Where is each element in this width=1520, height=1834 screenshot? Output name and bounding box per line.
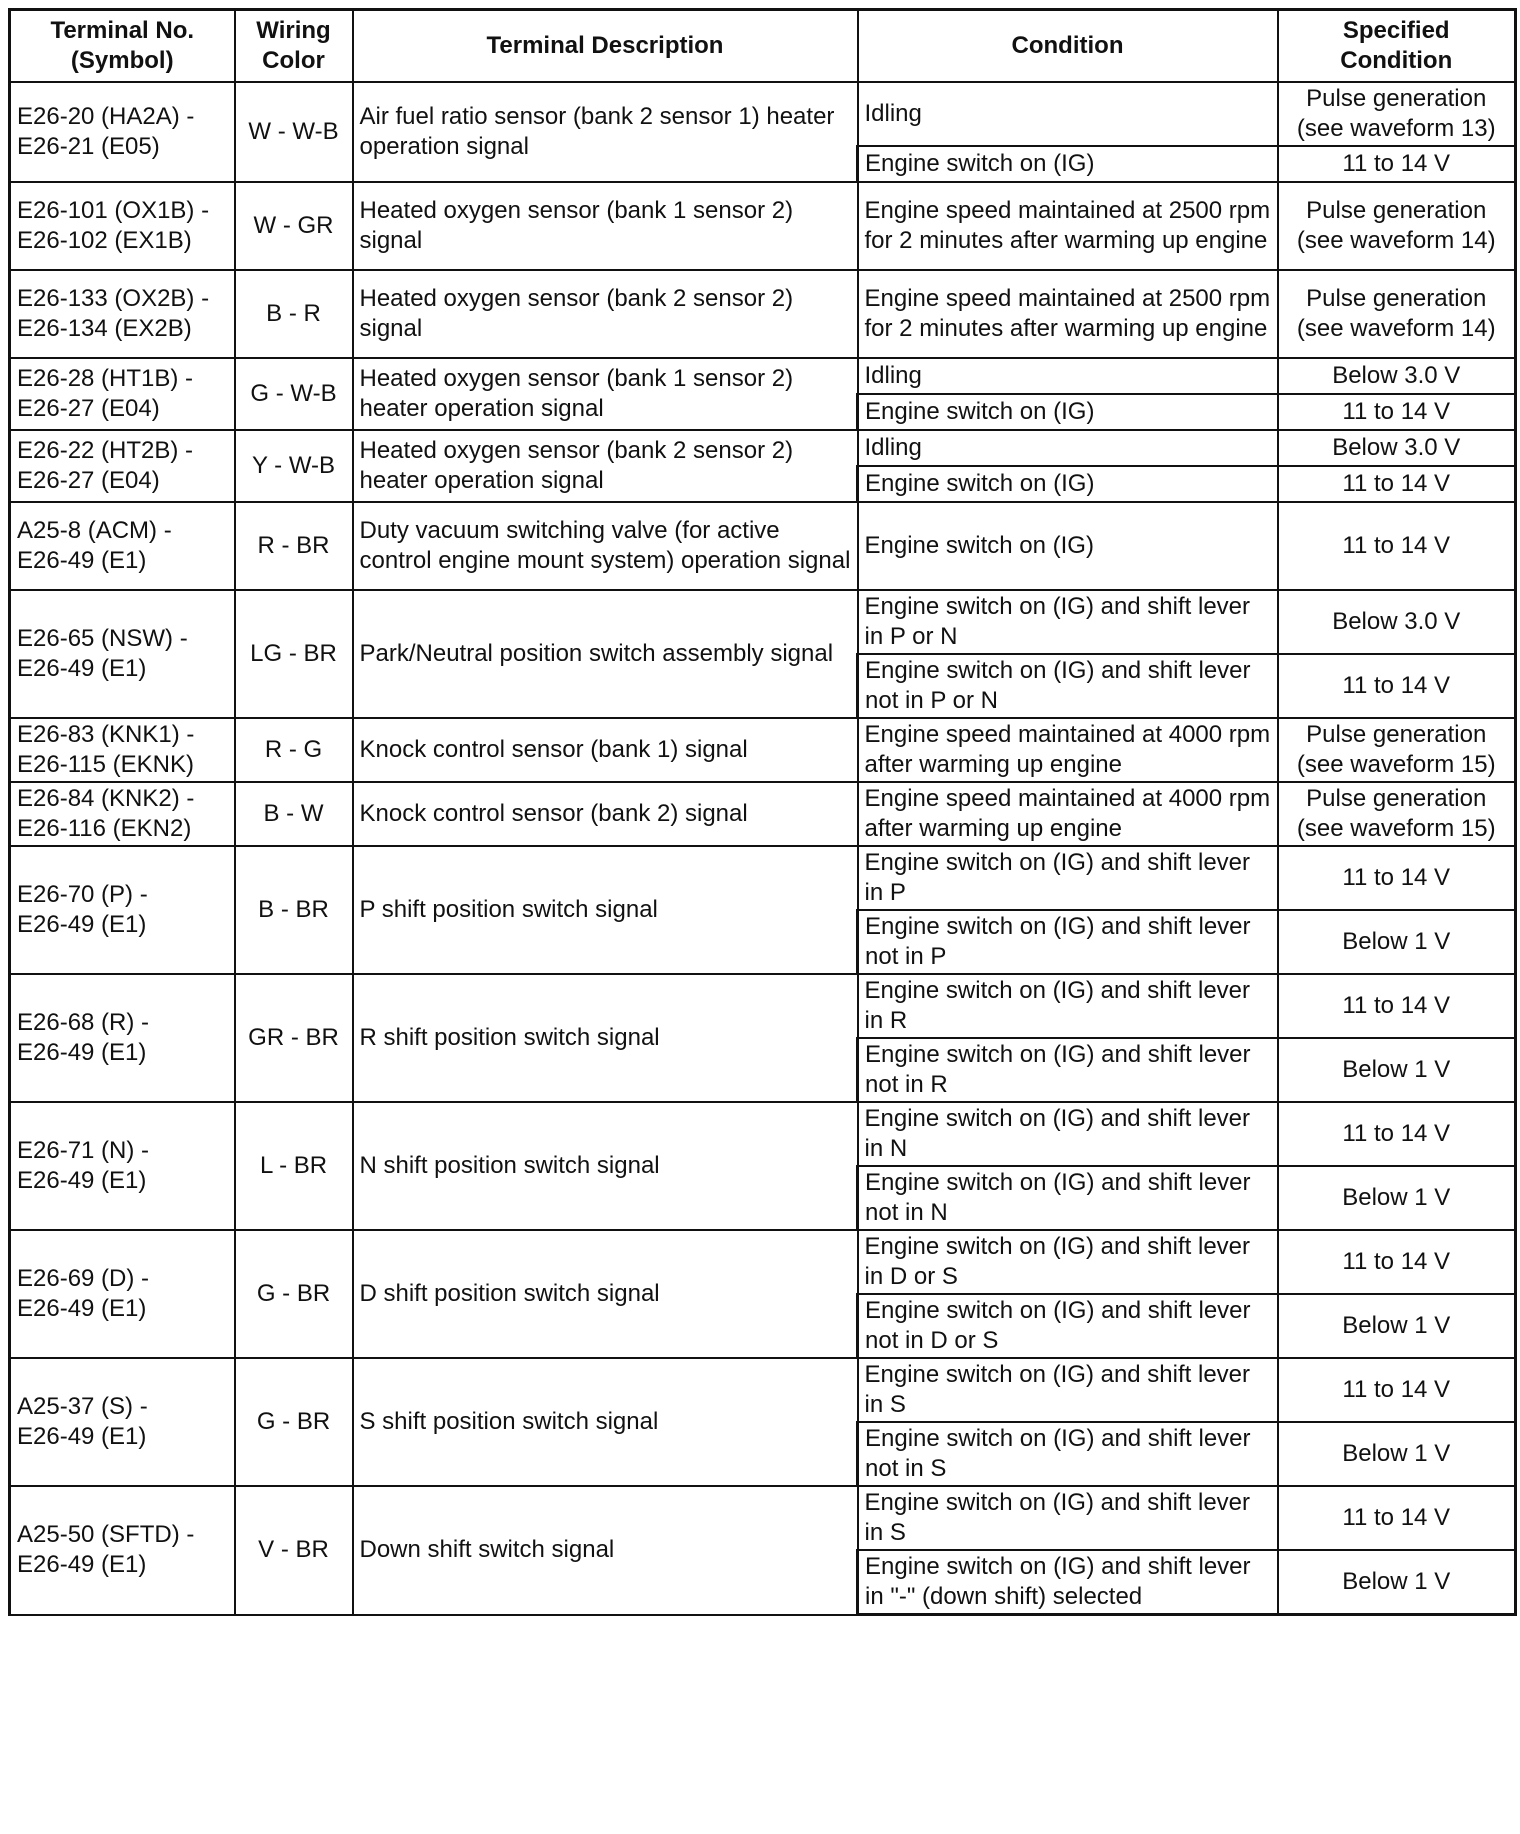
wiring-color-cell: G - BR	[235, 1230, 353, 1358]
terminal-description-cell: R shift position switch signal	[353, 974, 858, 1102]
condition-cell: Engine speed maintained at 4000 rpm after warming up engine	[858, 718, 1278, 782]
condition-cell: Engine speed maintained at 2500 rpm for 2 minutes after warming up engine	[858, 270, 1278, 358]
terminal-cell: E26-20 (HA2A) - E26-21 (E05)	[10, 82, 235, 182]
table-row	[10, 270, 1516, 358]
header-row	[10, 10, 1516, 83]
condition-cell: Engine switch on (IG) and shift lever in P or N	[858, 590, 1278, 654]
spec-table-container	[8, 8, 1517, 1616]
table-row	[10, 430, 1516, 466]
terminal-cell: A25-8 (ACM) - E26-49 (E1)	[10, 502, 235, 590]
specified-condition-cell: Below 3.0 V	[1278, 590, 1516, 654]
condition-cell: Engine switch on (IG) and shift lever not in N	[858, 1166, 1278, 1230]
condition-cell: Engine switch on (IG) and shift lever in P	[858, 846, 1278, 910]
terminal-description-cell: Park/Neutral position switch assembly signal	[353, 590, 858, 718]
specified-condition-cell: Below 1 V	[1278, 1422, 1516, 1486]
wiring-color-cell: R - G	[235, 718, 353, 782]
specified-condition-cell: 11 to 14 V	[1278, 1486, 1516, 1550]
specified-condition-cell: Pulse generation (see waveform 14)	[1278, 270, 1516, 358]
terminal-cell: E26-28 (HT1B) - E26-27 (E04)	[10, 358, 235, 430]
specified-condition-cell: Pulse generation (see waveform 13)	[1278, 82, 1516, 146]
specified-condition-cell: Below 1 V	[1278, 1038, 1516, 1102]
wiring-color-cell: G - W-B	[235, 358, 353, 430]
condition-cell: Idling	[858, 82, 1278, 146]
header-terminal-description: Terminal Description	[353, 10, 858, 83]
terminal-cell: A25-37 (S) - E26-49 (E1)	[10, 1358, 235, 1486]
terminal-cell: E26-70 (P) - E26-49 (E1)	[10, 846, 235, 974]
wiring-color-cell: B - BR	[235, 846, 353, 974]
table-row	[10, 1230, 1516, 1294]
condition-cell: Engine switch on (IG) and shift lever in S	[858, 1358, 1278, 1422]
wiring-color-cell: V - BR	[235, 1486, 353, 1615]
terminal-description-cell: Heated oxygen sensor (bank 2 sensor 2) heater operation signal	[353, 430, 858, 502]
specified-condition-cell: 11 to 14 V	[1278, 502, 1516, 590]
specified-condition-cell: 11 to 14 V	[1278, 846, 1516, 910]
wiring-color-cell: L - BR	[235, 1102, 353, 1230]
terminal-description-cell: Heated oxygen sensor (bank 1 sensor 2) signal	[353, 182, 858, 270]
condition-cell: Engine speed maintained at 4000 rpm after warming up engine	[858, 782, 1278, 846]
terminal-spec-table	[8, 8, 1517, 1616]
header-condition: Condition	[858, 10, 1278, 83]
specified-condition-cell: 11 to 14 V	[1278, 146, 1516, 182]
table-row	[10, 590, 1516, 654]
specified-condition-cell: Below 3.0 V	[1278, 358, 1516, 394]
wiring-color-cell: W - W-B	[235, 82, 353, 182]
wiring-color-cell: G - BR	[235, 1358, 353, 1486]
header-specified-condition: Specified Condition	[1278, 10, 1516, 83]
specified-condition-cell: Pulse generation (see waveform 15)	[1278, 782, 1516, 846]
terminal-description-cell: S shift position switch signal	[353, 1358, 858, 1486]
table-row	[10, 1358, 1516, 1422]
wiring-color-cell: Y - W-B	[235, 430, 353, 502]
condition-cell: Engine switch on (IG) and shift lever in "-" (down shift) selected	[858, 1550, 1278, 1615]
specified-condition-cell: Below 1 V	[1278, 1166, 1516, 1230]
condition-cell: Engine switch on (IG) and shift lever not in P	[858, 910, 1278, 974]
specified-condition-cell: Below 1 V	[1278, 1550, 1516, 1615]
terminal-cell: E26-69 (D) - E26-49 (E1)	[10, 1230, 235, 1358]
wiring-color-cell: R - BR	[235, 502, 353, 590]
condition-cell: Engine switch on (IG) and shift lever not in D or S	[858, 1294, 1278, 1358]
specified-condition-cell: Pulse generation (see waveform 14)	[1278, 182, 1516, 270]
condition-cell: Engine switch on (IG) and shift lever not in P or N	[858, 654, 1278, 718]
condition-cell: Engine speed maintained at 2500 rpm for 2 minutes after warming up engine	[858, 182, 1278, 270]
specified-condition-cell: 11 to 14 V	[1278, 466, 1516, 502]
table-row	[10, 1102, 1516, 1166]
terminal-cell: E26-83 (KNK1) - E26-115 (EKNK)	[10, 718, 235, 782]
specified-condition-cell: 11 to 14 V	[1278, 654, 1516, 718]
table-row	[10, 718, 1516, 782]
terminal-cell: E26-65 (NSW) - E26-49 (E1)	[10, 590, 235, 718]
specified-condition-cell: Pulse generation (see waveform 15)	[1278, 718, 1516, 782]
terminal-cell: E26-68 (R) - E26-49 (E1)	[10, 974, 235, 1102]
condition-cell: Engine switch on (IG) and shift lever in D or S	[858, 1230, 1278, 1294]
condition-cell: Engine switch on (IG)	[858, 466, 1278, 502]
wiring-color-cell: LG - BR	[235, 590, 353, 718]
table-row	[10, 782, 1516, 846]
header-wiring-color: Wiring Color	[235, 10, 353, 83]
specified-condition-cell: 11 to 14 V	[1278, 1358, 1516, 1422]
terminal-cell: A25-50 (SFTD) - E26-49 (E1)	[10, 1486, 235, 1615]
condition-cell: Engine switch on (IG) and shift lever in N	[858, 1102, 1278, 1166]
specified-condition-cell: 11 to 14 V	[1278, 1230, 1516, 1294]
condition-cell: Engine switch on (IG) and shift lever not in S	[858, 1422, 1278, 1486]
wiring-color-cell: GR - BR	[235, 974, 353, 1102]
specified-condition-cell: 11 to 14 V	[1278, 1102, 1516, 1166]
table-row	[10, 846, 1516, 910]
condition-cell: Engine switch on (IG) and shift lever in S	[858, 1486, 1278, 1550]
terminal-cell: E26-22 (HT2B) - E26-27 (E04)	[10, 430, 235, 502]
specified-condition-cell: Below 1 V	[1278, 910, 1516, 974]
terminal-cell: E26-101 (OX1B) - E26-102 (EX1B)	[10, 182, 235, 270]
condition-cell: Idling	[858, 358, 1278, 394]
table-row	[10, 82, 1516, 146]
condition-cell: Engine switch on (IG)	[858, 502, 1278, 590]
table-row	[10, 502, 1516, 590]
wiring-color-cell: B - W	[235, 782, 353, 846]
terminal-description-cell: Air fuel ratio sensor (bank 2 sensor 1) heater operation signal	[353, 82, 858, 182]
wiring-color-cell: B - R	[235, 270, 353, 358]
condition-cell: Engine switch on (IG) and shift lever in R	[858, 974, 1278, 1038]
terminal-description-cell: Heated oxygen sensor (bank 2 sensor 2) signal	[353, 270, 858, 358]
terminal-description-cell: P shift position switch signal	[353, 846, 858, 974]
table-row	[10, 182, 1516, 270]
terminal-description-cell: Knock control sensor (bank 1) signal	[353, 718, 858, 782]
header-terminal: Terminal No. (Symbol)	[10, 10, 235, 83]
terminal-cell: E26-84 (KNK2) - E26-116 (EKN2)	[10, 782, 235, 846]
condition-cell: Engine switch on (IG)	[858, 146, 1278, 182]
terminal-description-cell: Down shift switch signal	[353, 1486, 858, 1615]
terminal-description-cell: N shift position switch signal	[353, 1102, 858, 1230]
specified-condition-cell: Below 1 V	[1278, 1294, 1516, 1358]
table-row	[10, 974, 1516, 1038]
terminal-description-cell: Heated oxygen sensor (bank 1 sensor 2) heater operation signal	[353, 358, 858, 430]
condition-cell: Engine switch on (IG) and shift lever not in R	[858, 1038, 1278, 1102]
terminal-cell: E26-71 (N) - E26-49 (E1)	[10, 1102, 235, 1230]
terminal-description-cell: Duty vacuum switching valve (for active control engine mount system) operation signal	[353, 502, 858, 590]
specified-condition-cell: 11 to 14 V	[1278, 394, 1516, 430]
table-row	[10, 358, 1516, 394]
terminal-description-cell: D shift position switch signal	[353, 1230, 858, 1358]
terminal-description-cell: Knock control sensor (bank 2) signal	[353, 782, 858, 846]
table-row	[10, 1486, 1516, 1550]
condition-cell: Idling	[858, 430, 1278, 466]
condition-cell: Engine switch on (IG)	[858, 394, 1278, 430]
specified-condition-cell: 11 to 14 V	[1278, 974, 1516, 1038]
wiring-color-cell: W - GR	[235, 182, 353, 270]
specified-condition-cell: Below 3.0 V	[1278, 430, 1516, 466]
terminal-cell: E26-133 (OX2B) - E26-134 (EX2B)	[10, 270, 235, 358]
